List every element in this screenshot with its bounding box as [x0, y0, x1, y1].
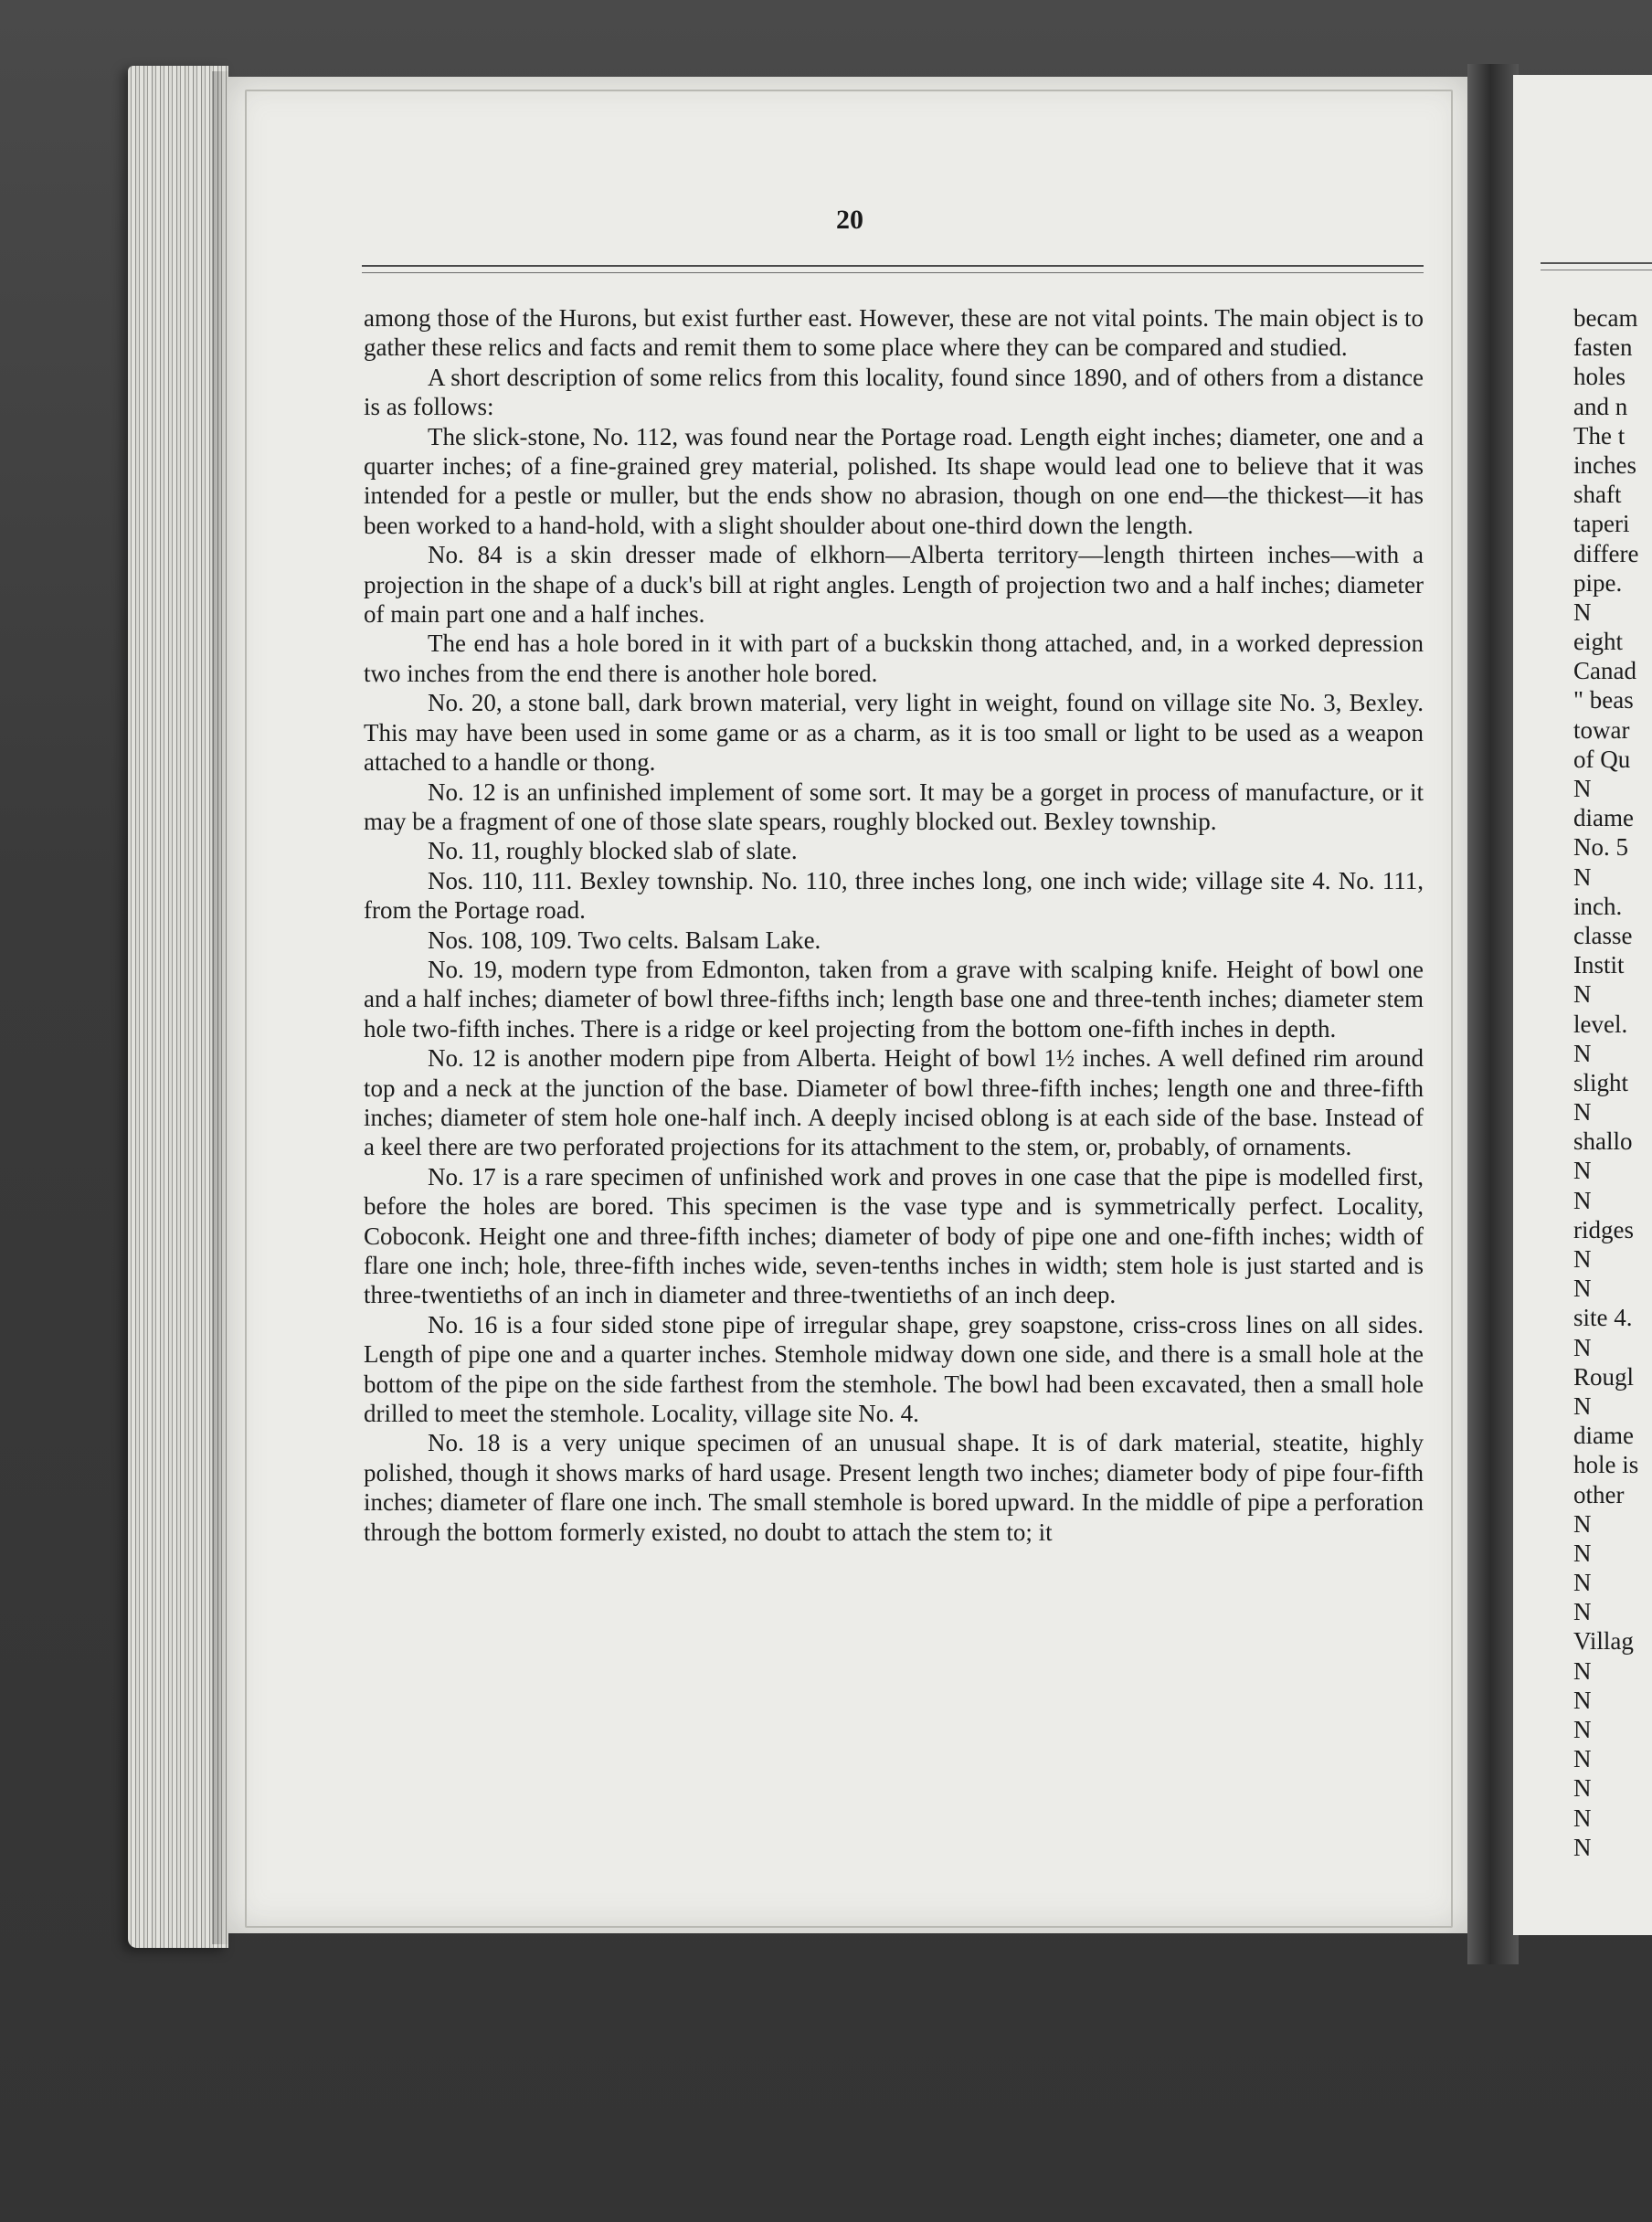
- paragraph: The slick-stone, No. 112, was found near the Portage road. Length eight inches; diameter, one and a quarter inches; of a fine-grained grey material, polished. Its shape would lead one to believe that it was intended for a pestle or muller, but the ends show no abrasion, though on one end—the thickest—it has been worked to a hand-hold, with a slight shoulder about one-third down the length.: [364, 422, 1424, 539]
- facing-page-line: shaft: [1573, 481, 1622, 509]
- paragraph: No. 19, modern type from Edmonton, taken from a grave with scalping knife. Height of bowl one and a half inches; diameter of bowl three-fifths inch; length base one and three-tenth inches; diameter stem hole two-fifth inches. There is a ridge or keel projecting from the bottom one-fifth inches in depth.: [364, 955, 1424, 1042]
- facing-page-line: N: [1573, 1598, 1592, 1626]
- paragraph: The end has a hole bored in it with part of a buckskin thong attached, and, in a worked depression two inches from the end there is another hole bored.: [364, 630, 1424, 687]
- paragraph: No. 84 is a skin dresser made of elkhorn—Alberta territory—length thirteen inches—with a projection in the shape of a duck's bill at right angles. Length of projection two and a half inches; diameter of main part one and a half inches.: [364, 541, 1424, 629]
- facing-page-line: N: [1573, 598, 1592, 626]
- facing-page-line: pipe.: [1573, 568, 1623, 597]
- facing-page-line: Villag: [1573, 1627, 1634, 1656]
- facing-page-line: N: [1573, 1774, 1592, 1803]
- facing-page-line: inch.: [1573, 892, 1623, 920]
- facing-page-line: N: [1573, 1656, 1592, 1685]
- facing-page-line: N: [1573, 1157, 1592, 1185]
- facing-page-line: N: [1573, 1186, 1592, 1214]
- facing-page-line: shallo: [1573, 1127, 1633, 1156]
- facing-page-line: classe: [1573, 921, 1633, 949]
- facing-page-line: Canad: [1573, 657, 1636, 685]
- facing-page-line: N: [1573, 1569, 1592, 1597]
- paragraph: Nos. 110, 111. Bexley township. No. 110, three inches long, one inch wide; village site 4. No. 111, from the Portage road.: [364, 866, 1424, 925]
- paragraph: No. 18 is a very unique specimen of an unusual shape. It is of dark material, steatite, highly polished, though it shows marks of hard usage. Present length two inches; diameter body of pipe four-fifth inches; diameter of flare one inch. The small stemhole is bored upward. In the middle of pipe a perforation through the bottom formerly existed, no doubt to attach the stem to; it: [364, 1429, 1424, 1546]
- paragraph: No. 12 is an unfinished implement of some sort. It may be a gorget in process of manufacture, or it may be a fragment of one of those slate spears, roughly blocked out. Bexley township.: [364, 778, 1424, 835]
- facing-page-line: N: [1573, 1098, 1592, 1127]
- facing-page-line: N: [1573, 1333, 1592, 1361]
- book-gutter: [1467, 64, 1519, 1964]
- paragraph: No. 17 is a rare specimen of unfinished work and proves in one case that the pipe is modelled first, before the holes are bored. This specimen is the vase type and is symmetrically perfect. Locality, Coboconk. Height one and three-fifth inches; diameter of body of pipe one and one-fifth inches; width of flare one inch; hole, three-fifth inches wide, seven-tenths inches in width; stem hole is just started and is three-twentieths of an inch in diameter and three-twentieths of an inch deep.: [364, 1162, 1424, 1309]
- paragraph: A short description of some relics from this locality, found since 1890, and of others from a distance is as follows:: [364, 363, 1424, 421]
- facing-page-line: N: [1573, 1509, 1592, 1538]
- facing-page-line: inches: [1573, 450, 1636, 479]
- facing-page-line: N: [1573, 1539, 1592, 1567]
- facing-page-line: fasten: [1573, 333, 1633, 362]
- facing-page-line: N: [1573, 1804, 1592, 1832]
- facing-page-line: N: [1573, 1716, 1592, 1743]
- paragraph: No. 20, a stone ball, dark brown material, very light in weight, found on village site No. 3, Bexley. This may have been used in some game or as a charm, as it is too small or light to be used as a weapon attached to a handle or thong.: [364, 689, 1424, 777]
- paragraph: No. 12 is another modern pipe from Alberta. Height of bowl 1½ inches. A well defined rim around top and a neck at the junction of the base. Diameter of bowl three-fifth inches; length one and three-fifth inches; diameter of stem hole one-half inch. A deeply incised oblong is at each side of the base. Instead of a keel there are two perforated projections for its attachment to the stem, or, probably, of ornaments.: [364, 1044, 1424, 1161]
- facing-page-line: No. 5: [1573, 833, 1628, 862]
- facing-page-line: ridges: [1573, 1215, 1634, 1243]
- paragraph: No. 11, roughly blocked slab of slate.: [428, 837, 798, 865]
- facing-page-line: N: [1573, 775, 1592, 802]
- paragraph: Nos. 108, 109. Two celts. Balsam Lake.: [428, 926, 821, 954]
- facing-page-header-rule: [1541, 262, 1652, 270]
- facing-page-line: becam: [1573, 304, 1638, 332]
- facing-page-line: Instit: [1573, 951, 1625, 979]
- facing-page-line: holes: [1573, 363, 1626, 391]
- facing-page-line: eight: [1573, 628, 1623, 656]
- paragraph: among those of the Hurons, but exist further east. However, these are not vital points. The main object is to gather these relics and facts and remit them to some place where they can be compared and studied.: [364, 304, 1424, 362]
- facing-page-line: N: [1573, 1275, 1592, 1303]
- facing-page-text-fragments: [1573, 303, 1652, 1862]
- facing-page-line: site 4.: [1573, 1304, 1633, 1332]
- header-rule: [362, 265, 1424, 273]
- facing-page-line: N: [1573, 862, 1592, 891]
- facing-page-line: " beas: [1573, 686, 1634, 714]
- facing-page-line: and n: [1573, 392, 1628, 420]
- facing-page-line: N: [1573, 1245, 1592, 1273]
- page-number: 20: [836, 205, 863, 235]
- facing-page-line: hole is: [1573, 1451, 1639, 1479]
- facing-page-line: Rougl: [1573, 1362, 1635, 1391]
- facing-page-line: level.: [1573, 1010, 1628, 1038]
- facing-page-line: diame: [1573, 1422, 1634, 1450]
- facing-page-line: taperi: [1573, 510, 1630, 538]
- facing-page-line: N: [1573, 1686, 1592, 1714]
- facing-page-line: diame: [1573, 804, 1634, 832]
- page-body-text: [364, 303, 1424, 1911]
- facing-page-line: N: [1573, 1745, 1592, 1773]
- facing-page-line: N: [1573, 1391, 1592, 1420]
- facing-page-line: differe: [1573, 539, 1639, 567]
- facing-page-line: other: [1573, 1480, 1625, 1508]
- facing-page-line: N: [1573, 1833, 1592, 1861]
- facing-page-line: N: [1573, 1039, 1592, 1067]
- facing-page-line: slight: [1573, 1068, 1629, 1096]
- facing-page-line: N: [1573, 980, 1592, 1009]
- paragraph: No. 16 is a four sided stone pipe of irregular shape, grey soapstone, criss-cross lines on all sides. Length of pipe one and a quarter inches. Stemhole midway down one side, and there is a small hole at the bottom of the pipe on the side farthest from the stemhole. The bowl had been excavated, then a small hole drilled to meet the stemhole. Locality, village site No. 4.: [364, 1310, 1424, 1428]
- facing-page-line: The t: [1573, 421, 1626, 450]
- facing-page-line: of Qu: [1573, 745, 1631, 773]
- facing-page-line: towar: [1573, 715, 1630, 744]
